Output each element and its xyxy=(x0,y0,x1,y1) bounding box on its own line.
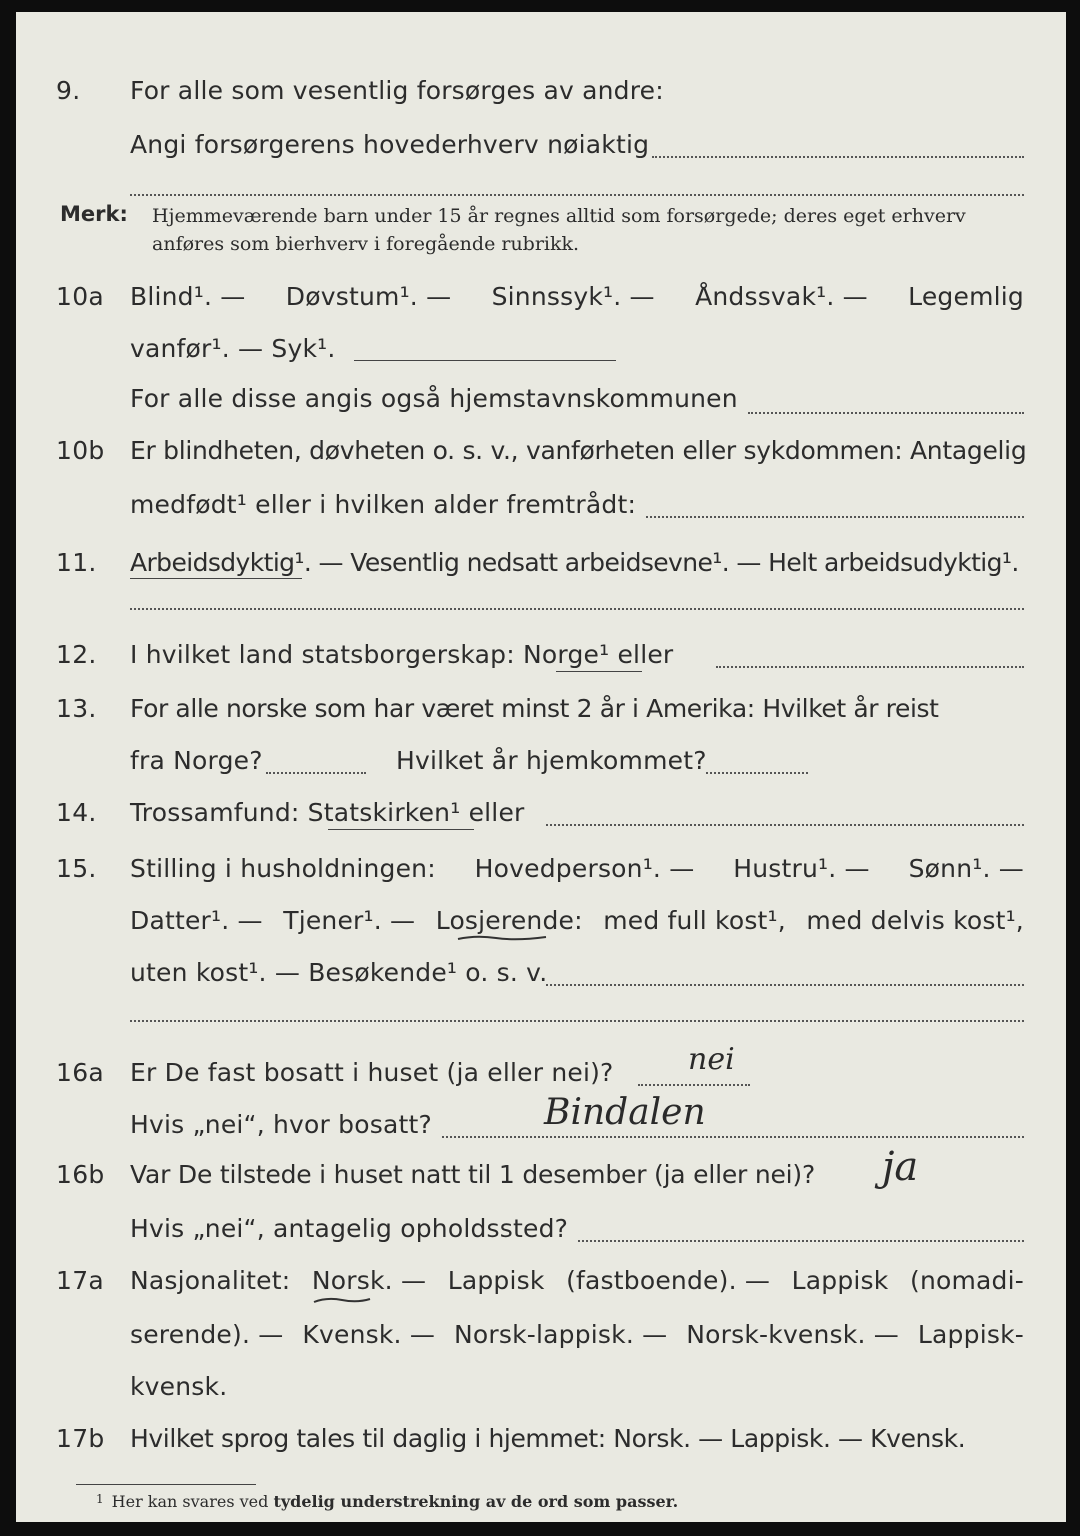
q17b-row-1 xyxy=(16,1424,1066,1464)
q17a-underline-norsk xyxy=(312,1296,372,1304)
footnote xyxy=(96,1492,678,1511)
q16a-number: 16a xyxy=(56,1058,105,1087)
q13-line-2b: Hvilket år hjemkommet? xyxy=(396,746,707,775)
q17a-serende: serende). — xyxy=(130,1320,284,1349)
q13-row-2 xyxy=(16,746,1066,786)
q10a-syk-field[interactable] xyxy=(354,360,616,361)
q11-row-1 xyxy=(16,548,1066,588)
q9-row-2 xyxy=(16,130,1066,170)
q12-row-1 xyxy=(16,640,1066,680)
q10a-andssvak: Åndssvak¹. — xyxy=(695,282,868,311)
q13-line-1: For alle norske som har været minst 2 år i Amerika: Hvilket år reist xyxy=(130,694,939,723)
q10a-hjemstavn-field[interactable] xyxy=(748,412,1024,414)
q10b-row-1 xyxy=(16,436,1066,476)
q12-number: 12. xyxy=(56,640,97,669)
q16b-row-2 xyxy=(16,1214,1066,1254)
q17a-norsk: Norsk. — xyxy=(311,1266,427,1295)
q15-underline-losjerende xyxy=(456,934,548,942)
footnote-rule xyxy=(76,1484,256,1485)
q12-line-1: I hvilket land statsborgerskap: Norge¹ eller xyxy=(130,640,674,669)
q10a-line-3: For alle disse angis også hjemstavnskommunen xyxy=(130,384,738,413)
q10a-legemlig: Legemlig xyxy=(908,282,1024,311)
q15-full-kost: med full kost¹, xyxy=(603,906,786,935)
q17a-kvensk: Kvensk. — xyxy=(302,1320,436,1349)
q17a-line-1 xyxy=(130,1266,1024,1295)
q11-underline-arbeidsdyktig xyxy=(130,578,302,579)
q10a-number: 10a xyxy=(56,282,105,311)
q17b-line-1: Hvilket sprog tales til daglig i hjemmet: Norsk. — Lappisk. — Kvensk. xyxy=(130,1424,966,1453)
q9-row-1 xyxy=(16,76,1066,116)
q10a-line-1 xyxy=(130,282,1024,311)
q17a-norsk-kvensk: Norsk-kvensk. — xyxy=(686,1320,899,1349)
q10a-blind: Blind¹. — xyxy=(130,282,246,311)
q12-underline-norge xyxy=(556,671,642,672)
q15-losjerende: Losjerende: xyxy=(435,906,583,935)
q10b-alder-field[interactable] xyxy=(646,516,1024,518)
q17a-lappisk: Lappisk xyxy=(447,1266,545,1295)
q10a-sinnssyk: Sinnssyk¹. — xyxy=(491,282,655,311)
q17b-number: 17b xyxy=(56,1424,105,1453)
q9-answer-field[interactable] xyxy=(652,156,1024,158)
q15-hustru: Hustru¹. — xyxy=(733,854,870,883)
q14-underline-statskirken xyxy=(328,829,474,830)
q16a-line-1: Er De fast bosatt i huset (ja eller nei)? xyxy=(130,1058,614,1087)
q9-answer-field-2[interactable] xyxy=(130,194,1024,196)
q17a-number: 17a xyxy=(56,1266,105,1295)
q16b-row-1 xyxy=(16,1144,1066,1200)
q10b-number: 10b xyxy=(56,436,105,465)
q15-delvis-kost: med delvis kost¹, xyxy=(806,906,1024,935)
q14-line-1: Trossamfund: Statskirken¹ eller xyxy=(130,798,525,827)
census-form-page xyxy=(16,12,1066,1522)
q17a-row-2 xyxy=(16,1320,1066,1360)
q17a-line-2 xyxy=(130,1320,1024,1349)
q15-number: 15. xyxy=(56,854,97,883)
q15-line-2 xyxy=(130,906,1024,935)
footnote-text: Her kan svares ved xyxy=(111,1492,269,1511)
q17a-norsk-lappisk: Norsk-lappisk. — xyxy=(453,1320,668,1349)
q11-number: 11. xyxy=(56,548,97,577)
q13-reist-field[interactable] xyxy=(266,772,366,774)
q16b-number: 16b xyxy=(56,1160,105,1189)
q14-answer-field[interactable] xyxy=(546,824,1024,826)
merk-text xyxy=(152,202,1032,258)
q9-line-2: Angi forsørgerens hovederhverv nøiaktig xyxy=(130,130,650,159)
q16a-answer-nei: nei xyxy=(688,1042,735,1077)
q9-number: 9. xyxy=(56,76,81,105)
q16b-line-1: Var De tilstede i huset natt til 1 desember (ja eller nei)? xyxy=(130,1160,816,1189)
q10b-line-2: medfødt¹ eller i hvilken alder fremtrådt: xyxy=(130,490,637,519)
q17a-lappisk-kvensk: Lappisk- xyxy=(917,1320,1024,1349)
q15-datter: Datter¹. — xyxy=(130,906,263,935)
q16b-opholdssted-field[interactable] xyxy=(578,1240,1024,1242)
q10a-dovstum: Døvstum¹. — xyxy=(285,282,452,311)
q15-row-1 xyxy=(16,854,1066,894)
q15-row-3 xyxy=(16,958,1066,998)
q10a-row-2 xyxy=(16,334,1066,374)
q13-line-2a: fra Norge? xyxy=(130,746,263,775)
q10b-line-1: Er blindheten, døvheten o. s. v., vanførheten eller sykdommen: Antagelig xyxy=(130,436,1027,465)
q17a-fastboende: (fastboende). — xyxy=(566,1266,771,1295)
q13-row-1 xyxy=(16,694,1066,734)
q15-answer-field[interactable] xyxy=(546,984,1024,986)
q12-answer-field[interactable] xyxy=(716,666,1024,668)
q10a-row-3 xyxy=(16,384,1066,424)
q9-line-1: For alle som vesentlig forsørges av andre: xyxy=(130,76,664,105)
q15-row-2 xyxy=(16,906,1066,946)
q15-tjener: Tjener¹. — xyxy=(283,906,416,935)
q15-answer-field-2[interactable] xyxy=(130,1020,1024,1022)
q17a-line-3: kvensk. xyxy=(130,1372,228,1401)
q17a-row-1 xyxy=(16,1266,1066,1306)
merk-label: Merk: xyxy=(60,202,128,226)
q16a-bosatt-field[interactable] xyxy=(442,1136,1024,1138)
q16b-line-2: Hvis „nei“, antagelig opholdssted? xyxy=(130,1214,569,1243)
q15-hovedperson: Hovedperson¹. — xyxy=(474,854,695,883)
q17a-nasjonalitet: Nasjonalitet: xyxy=(130,1266,291,1295)
q15-sonn: Sønn¹. — xyxy=(908,854,1024,883)
q16a-line-2: Hvis „nei“, hvor bosatt? xyxy=(130,1110,432,1139)
q16a-row-1 xyxy=(16,1042,1066,1098)
merk-line-1: Hjemmeværende barn under 15 år regnes alltid som forsørgede; deres eget erhverv xyxy=(152,205,966,227)
footnote-bold-text: tydelig understrekning av de ord som passer. xyxy=(273,1492,679,1511)
merk-note xyxy=(16,202,1066,266)
q10a-row-1 xyxy=(16,282,1066,322)
q17a-nomadi: (nomadi- xyxy=(909,1266,1024,1295)
q15-stilling: Stilling i husholdningen: xyxy=(130,854,436,883)
q17a-row-3 xyxy=(16,1372,1066,1412)
q13-number: 13. xyxy=(56,694,97,723)
q10a-line-2: vanfør¹. — Syk¹. xyxy=(130,334,336,363)
q13-hjemkommet-field[interactable] xyxy=(706,772,808,774)
q11-answer-field[interactable] xyxy=(130,608,1024,610)
footnote-mark: 1 xyxy=(96,1492,104,1506)
q15-line-1 xyxy=(130,854,1024,883)
q10b-row-2 xyxy=(16,490,1066,530)
q14-row-1 xyxy=(16,798,1066,838)
q11-line-1: Arbeidsdyktig¹. — Vesentlig nedsatt arbeidsevne¹. — Helt arbeidsudyktig¹. xyxy=(130,548,1019,577)
merk-line-2: anføres som bierhverv i foregående rubrikk. xyxy=(152,233,580,255)
q16a-answer-field[interactable] xyxy=(638,1084,750,1086)
q16a-answer-bindalen: Bindalen xyxy=(544,1092,706,1133)
q15-line-3: uten kost¹. — Besøkende¹ o. s. v. xyxy=(130,958,548,987)
q14-number: 14. xyxy=(56,798,97,827)
q16b-answer-ja: ja xyxy=(882,1144,919,1190)
q17a-lappisk-2: Lappisk xyxy=(791,1266,889,1295)
